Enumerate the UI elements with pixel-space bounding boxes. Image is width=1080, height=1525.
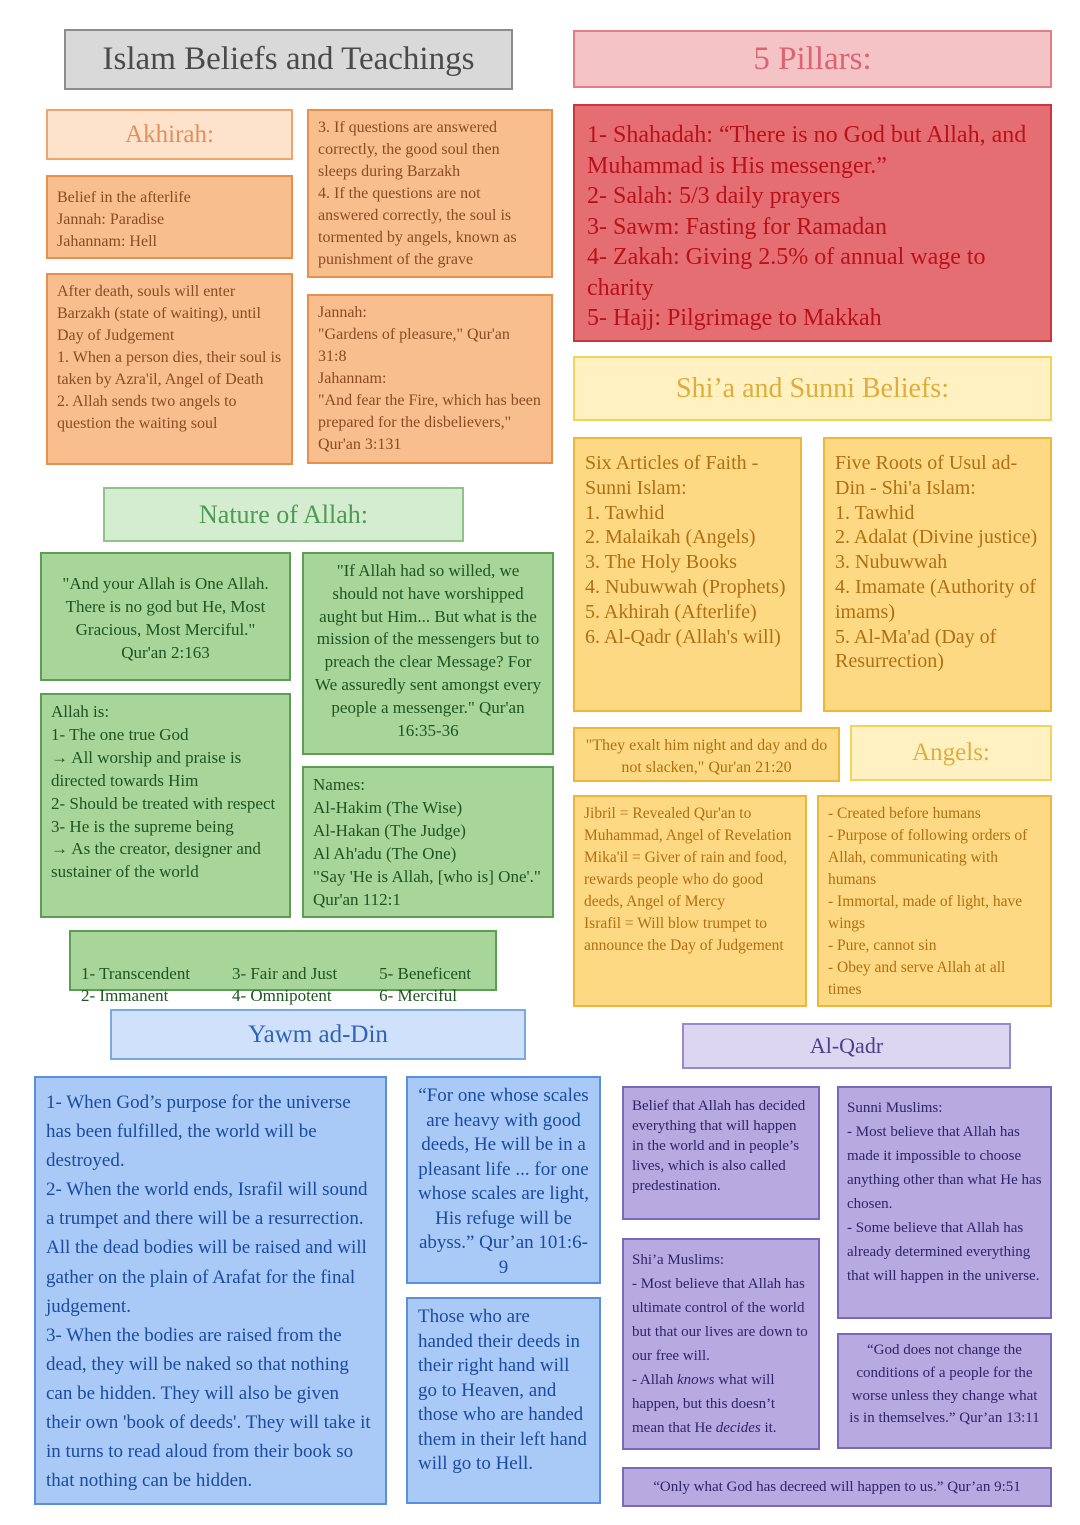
attribute-omnipotent: 4- Omnipotent <box>231 986 332 1005</box>
attribute-transcendent: 1- Transcendent <box>81 963 191 983</box>
angels-names-box: Jibril = Revealed Qur'an to Muhammad, Angel of Revelation Mika'il = Giver of rain and food, rewards people who do good deeds, Angel of Mercy Israfil = Will blow trumpet to announce the Day of Judgement <box>573 795 807 1007</box>
attribute-fair-and-just: 3- Fair and Just <box>231 963 338 983</box>
page-title <box>64 29 513 90</box>
pillars-heading-text: 5 Pillars: <box>753 40 872 77</box>
qadr-shia-point-one: - Most believe that Allah has ultimate control of the world but that our lives are down to our free will. <box>632 1276 808 1364</box>
qadr-heading <box>682 1023 1011 1069</box>
qadr-shia-point-two <box>632 1368 810 1440</box>
angels-quote-box: "They exalt him night and day and do not slacken," Qur'an 21:20 <box>573 727 840 782</box>
yawm-hands-box: Those who are handed their deeds in their right hand will go to Heaven, and those who are handed them in their left hand will go to Hell. <box>406 1297 601 1504</box>
page-title-text: Islam Beliefs and Teachings <box>102 41 475 77</box>
yawm-heading <box>110 1009 526 1060</box>
qadr-shia-title: Shi’a Muslims: <box>632 1252 725 1268</box>
qadr-quote-two-box: “Only what God has decreed will happen to us.” Qur’an 9:51 <box>622 1467 1052 1507</box>
akhirah-quotes-box: Jannah: "Gardens of pleasure," Qur'an 31:8 Jahannam: "And fear the Fire, which has been prepared for the disbelievers," Qur'an 3:131 <box>307 294 553 464</box>
qadr-shia-point-two-a: - Allah <box>632 1372 677 1388</box>
attribute-merciful: 6- Merciful <box>379 986 457 1005</box>
shia-roots-box: Five Roots of Usul ad-Din - Shi'a Islam: 1. Tawhid 2. Adalat (Divine justice) 3. Nubuwwah 4. Imamate (Authority of imams) 5. Al-Ma'ad (Day of Resurrection) <box>823 437 1052 712</box>
attribute-beneficent: 5- Beneficent <box>379 963 472 983</box>
nature-heading <box>103 487 464 542</box>
shia-sunni-heading <box>573 356 1052 421</box>
shia-sunni-heading-text: Shi’a and Sunni Beliefs: <box>676 372 949 404</box>
qadr-shia-point-two-b: what will happen, but this doesn’t mean that He <box>632 1372 776 1436</box>
qadr-shia-box <box>622 1238 820 1450</box>
angels-facts-box: - Created before humans - Purpose of following orders of Allah, communicating with humans - Immortal, made of light, have wings - Pure, cannot sin - Obey and serve Allah at all times <box>817 795 1052 1007</box>
akhirah-heading <box>46 109 293 160</box>
allah-names-box: Names: Al-Hakim (The Wise) Al-Hakan (The Judge) Al Ah'adu (The One) "Say 'He is Allah, [who is] One'." Qur'an 112:1 <box>302 766 554 918</box>
akhirah-afterlife-box: Belief in the afterlife Jannah: Paradise Jahannam: Hell <box>46 175 293 259</box>
akhirah-heading-text: Akhirah: <box>125 120 214 148</box>
allah-is-box: Allah is: 1- The one true God → All worship and praise is directed towards Him 2- Should be treated with respect 3- He is the supreme being → As the creator, designer and sustainer of the world <box>40 693 291 918</box>
qadr-heading-text: Al-Qadr <box>809 1033 884 1058</box>
nature-quote-one-box: "And your Allah is One Allah. There is no god but He, Most Gracious, Most Merciful." Qur'an 2:163 <box>40 552 291 681</box>
qadr-sunni-box: Sunni Muslims: - Most believe that Allah has made it impossible to choose anything other than what He has chosen. - Some believe that Allah has already determined everything that will happen in the universe. <box>837 1086 1052 1319</box>
nature-quote-two-box: "If Allah had so willed, we should not have worshipped aught but Him... But what is the mission of the messengers but to preach the clear Message? For We assuredly sent amongst every people a messenger." Qur'an 16:35-36 <box>302 552 554 755</box>
qadr-shia-decides: decides <box>715 1420 761 1436</box>
akhirah-barzakh-box: After death, souls will enter Barzakh (state of waiting), until Day of Judgement 1. When a person dies, their soul is taken by Azra'il, Angel of Death 2. Allah sends two angels to question the waiting soul <box>46 273 293 465</box>
nature-heading-text: Nature of Allah: <box>199 499 368 529</box>
allah-attributes-grid <box>81 963 485 1008</box>
yawm-quote-box: “For one whose scales are heavy with good deeds, He will be in a pleasant life ... for one whose scales are light, His refuge will be abyss.” Qur’an 101:6-9 <box>406 1076 601 1284</box>
angels-heading <box>850 725 1052 781</box>
qadr-belief-box: Belief that Allah has decided everything that will happen in the world and in people’s lives, which is also called predestination. <box>622 1086 820 1220</box>
attribute-immanent: 2- Immanent <box>81 986 169 1005</box>
allah-attributes-box <box>69 930 497 1005</box>
qadr-quote-one-box: “God does not change the conditions of a people for the worse unless they change what is in themselves.” Qur’an 13:11 <box>837 1333 1052 1449</box>
sunni-articles-box: Six Articles of Faith - Sunni Islam: 1. Tawhid 2. Malaikah (Angels) 3. The Holy Books 4. Nubuwwah (Prophets) 5. Akhirah (Afterlife) 6. Al-Qadr (Allah's will) <box>573 437 802 712</box>
qadr-shia-knows: knows <box>677 1372 715 1388</box>
pillars-list-box: 1- Shahadah: “There is no God but Allah, and Muhammad is His messenger.” 2- Salah: 5/3 daily prayers 3- Sawm: Fasting for Ramadan 4- Zakah: Giving 2.5% of annual wage to charity 5- Hajj: Pilgrimage to Makkah <box>573 104 1052 342</box>
qadr-shia-point-two-c: it. <box>760 1420 777 1436</box>
angels-heading-text: Angels: <box>912 739 990 766</box>
akhirah-questions-box: 3. If questions are answered correctly, the good soul then sleeps during Barzakh 4. If the questions are not answered correctly, the soul is tormented by angels, known as punishment of the grave <box>307 109 553 278</box>
yawm-main-box: 1- When God’s purpose for the universe has been fulfilled, the world will be destroyed. 2- When the world ends, Israfil will sound a trumpet and there will be a resurrection. All the dead bodies will be raised and will gather on the plain of Arafat for the final judgement. 3- When the bodies are raised from the dead, they will be naked so that nothing can be hidden. They will also be given their own 'book of deeds'. They will take it in turns to read aloud from their book so that nothing can be hidden. <box>34 1076 387 1505</box>
pillars-heading <box>573 30 1052 88</box>
yawm-heading-text: Yawm ad-Din <box>248 1020 388 1048</box>
